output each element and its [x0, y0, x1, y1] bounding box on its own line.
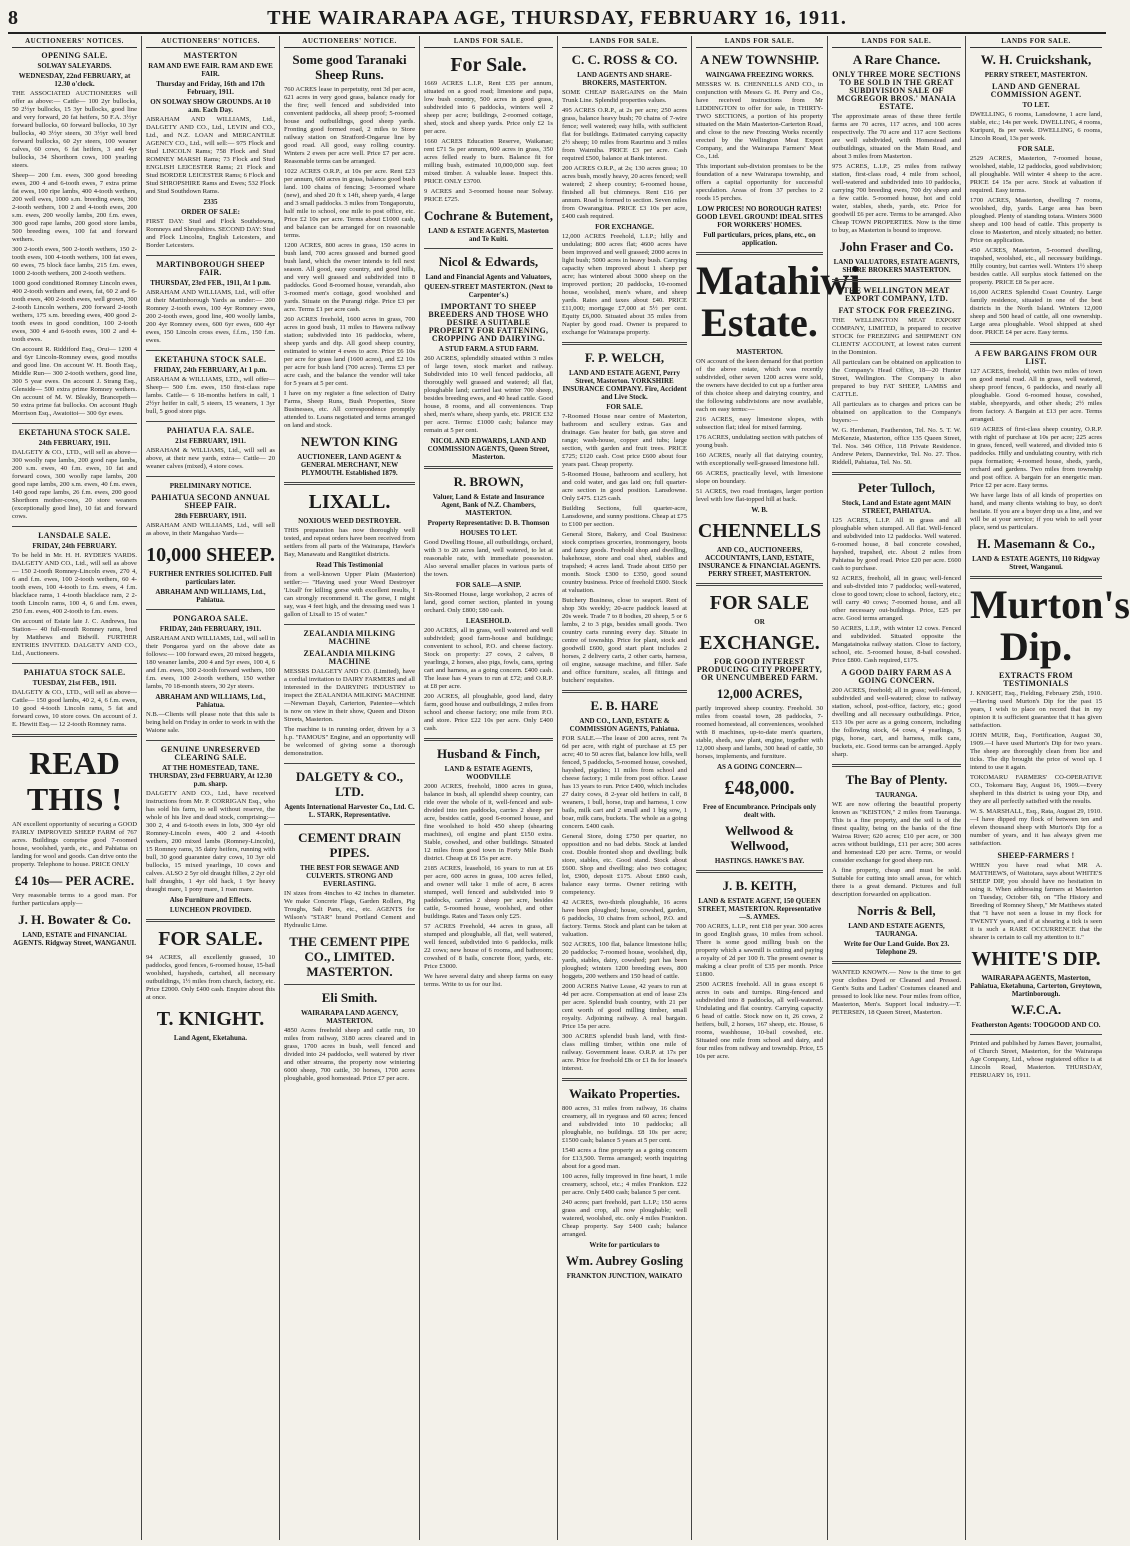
- subheading: NICOL AND EDWARDS, LAND AND COMMISSION AGENTS, Queen Street, Masterton.: [427, 437, 550, 461]
- ad-text: 2185 ACRES, leasehold, 16 years to run at £6 per acre, 600 acres in grass, 100 acres felled, and owner will take 1 mile of acre, 8 acres stumped, well fenced and subdivided into 9 paddocks, carries 2 sheep per acre, besides cattle, 5-roomed house, woolshed, and other buildings. Rates and Taxes only £25.: [424, 865, 553, 920]
- divider: [696, 870, 823, 873]
- column-heading: LANDS FOR SALE.: [832, 36, 961, 48]
- subheading: FOR SALE.: [1017, 145, 1055, 153]
- subheading: ABRAHAM AND WILLIAMS, Ltd., Pahiatua.: [155, 693, 266, 709]
- subheading: SOLWAY SALEYARDS.: [37, 62, 112, 70]
- ad-text: 760 ACRES lease in perpetuity, rent 3d per acre, 621 acres in very good grass, balance ready for the fire; well fenced and subdivided into convenient paddocks, all sheep proof; 5-roomed house and outbuildings, good sheep yards. Fronting good formed road, 2 miles to Store railway station on Stratford-Ongarue line by good road. All good, easy rolling country. Winters 2 ewes per acre well. Price £7 per acre. Reasonable terms can be arranged.: [284, 86, 415, 165]
- ad-text: All particulars as to charges and prices can be obtained on application to the Company's buyers:—: [832, 401, 961, 424]
- subheading: Full particulars, prices, plans, etc., on application.: [703, 231, 816, 247]
- advertiser-name: F. P. WELCH,: [584, 350, 665, 365]
- ad-text: 1669 ACRES L.I.P., Rent £35 per annum, situated on a good road; limestone and papa, low bush country, 500 acres in good grass, subdivided into 6 paddocks, winters well 2 sheep per acre; buildings, 2-roomed cottage, shed, stock and sheep yards. Price only £2 1s per acre.: [424, 80, 553, 135]
- display-heading: FOR SALE.: [158, 928, 263, 950]
- ad-text: THE WELLINGTON MEAT EXPORT COMPANY, LIMITED, is prepared to receive STOCK for FREEZING and SHIPMENT ON CLIENTS' ACCOUNT, at lowest rates current in the Dominion.: [832, 317, 961, 356]
- section-heading: MASTERTON: [183, 51, 238, 60]
- display-heading: T. KNIGHT.: [156, 1008, 265, 1030]
- subheading: AND CO., AUCTIONEERS, ACCOUNTANTS, LAND, ESTATE, INSURANCE & FINANCIAL AGENTS. PERRY STREET, MASTERTON.: [698, 546, 821, 578]
- subheading: FRIDAY, 24th FEBRUARY, 1911.: [159, 625, 262, 633]
- column-heading: AUCTIONEERS' NOTICE.: [284, 36, 415, 48]
- subheading: LAND AND ESTATE AGENT, Perry Street, Masterton. YORKSHIRE INSURANCE COMPANY. Fire, Accident and Live Stock.: [562, 369, 687, 401]
- ad-text: WHEN you have read what MR A. MATTHEWS, of Waitotara, says about WHITE'S SHEEP DIP, you should have no hesitation in using it. When addressing farmers at Masterton on Tuesday, October 6th, on "The History and Breeding of Romney Sheep," Mr Matthews stated that "I have not seen a louse in my flock for TWENTY years, and if at shearing a tick is seen it is such a RARE OCCURRENCE that the shearer is certain to call my attention to it.": [970, 862, 1102, 941]
- divider: [424, 738, 553, 741]
- subheading: TAURANGA.: [875, 791, 918, 799]
- subheading: Write for Our Land Guide. Box 23. Telephone 29.: [843, 940, 950, 956]
- ad-text: Building Sections, full quarter-acre, Lansdowne, and sunny positions. Cheap at £75 to £100 per section.: [562, 505, 687, 528]
- ad-text: TOKOMARU FARMERS' CO-OPERATIVE CO., Tokomaru Bay, August 16, 1909.—Every shepherd in this district is using your Dip, and they are all perfectly satisfied with the results.: [970, 774, 1102, 805]
- subheading: AND CO., LAND, ESTATE & COMMISSION AGENTS, Pahiatua.: [569, 717, 680, 733]
- advertiser-name: Nicol & Edwards,: [438, 254, 539, 269]
- section-heading: PAHIATUA SECOND ANNUAL SHEEP FAIR.: [151, 493, 270, 510]
- ad-text: 800 acres, 31 miles from railway, 16 chains creamery, all in ryegrass and 60 acres; fenced and subdivided into 10 paddocks; all ploughable, no buildings. £8 10s per acre; £1500 cash; balance 5 years at 5 per cent.: [562, 1105, 687, 1144]
- column-heading: LANDS FOR SALE.: [562, 36, 687, 48]
- ad-text: N.B.—Clients will please note that this sale is being held on Friday in order to work in with the Waione sale.: [146, 711, 275, 734]
- divider: [12, 734, 137, 737]
- ad-text: 975 ACRES, L.I.P., 25 miles from railway station, first-class road, 4 mile from school, well-watered and subdivided into 10 paddocks, carrying 700 breeding ewes, 700 dry sheep and a few cattle. 5-roomed house, hot and cold water, stables, sheds, yards, etc. Price for goodwill £6 per acre. Terms to be arranged. Also Cheap TOWN PROPERTIES. Now is the time to buy, as Masterton is bound to improve.: [832, 163, 961, 234]
- subheading: Valuer, Land & Estate and Insurance Agent, Bank of N.Z. Chambers, MASTERTON.: [432, 493, 545, 517]
- section-heading: SHEEP-FARMERS !: [997, 851, 1075, 860]
- advertiser-name: Peter Tulloch,: [857, 480, 936, 495]
- advertiser-name: A NEW TOWNSHIP.: [699, 52, 820, 67]
- subheading: FOR SALE—A SNIP.: [455, 581, 522, 589]
- advertiser-name: NEWTON KING: [301, 434, 398, 449]
- column-heading: AUCTIONEERS' NOTICES.: [12, 36, 137, 48]
- divider: [146, 740, 275, 741]
- section-heading: EKETAHUNA STOCK SALE.: [154, 355, 267, 364]
- ad-text: 2529 ACRES, Masterton, 7-roomed house, woolshed, stable, 12 paddocks, good subdivision; all ploughable. Will winter 4 sheep to the acre. PRICE £4 15s per acre. Stock at valuation if required. Easy terms.: [970, 155, 1102, 194]
- display-heading: WHITE'S DIP.: [971, 948, 1101, 970]
- subheading: NOXIOUS WEED DESTROYER.: [298, 517, 401, 525]
- divider: [146, 919, 275, 922]
- divider: [12, 526, 137, 527]
- ad-text: We have several dairy and sheep farms on easy terms. Write to us for our list.: [424, 973, 553, 988]
- ad-text: 57 ACRES Freehold, 44 acres in grass, all stumped and ploughable, all flat, well watered, well fenced, subdivided into 6 paddocks, milk 22 cows; new house of 6 rooms, and bathroom; cowshed of 8 bails, concrete floor, yards, etc. Price £3000.: [424, 923, 553, 970]
- ad-text: 2000 ACRES, freehold, 1800 acres in grass, balance in bush, all splendid sheep country, can ride over the whole of it, well-fenced and sub-divided into ten paddocks, carries 2 sheep per acre, besides cattle, good 6-roomed house, and fine woolshed to hold 450 sheep (shearing machines), oil engine and plant £150 extra. Stable, cowshed, and other buildings. Situated 12 miles from good town in Forty Mile Bush district. Cheap at £6 15s per acre.: [424, 783, 553, 862]
- advertiser-name: W.F.C.A.: [1010, 1002, 1062, 1017]
- advertiser-name: W. H. Cruickshank,: [980, 52, 1092, 67]
- subheading: FRIDAY, 24th FEBRUARY, At 1 p.m.: [153, 366, 268, 374]
- subheading: Also Furniture and Effects.: [169, 896, 252, 904]
- section-heading: LAND AND GENERAL COMMISSION AGENT.: [990, 82, 1082, 99]
- subheading: LAND & ESTATE AGENTS, Masterton and Te Kuiti.: [428, 227, 549, 243]
- ad-text: 100 acres, fully improved in fine heart, 1 mile creamery, school, etc.; 4 miles Frankton. £22 per acre. Only £400 cash; balance 5 per cent.: [562, 1173, 687, 1196]
- advertiser-name: Eli Smith.: [321, 990, 378, 1005]
- divider: [970, 576, 1102, 579]
- ad-text: ABRAHAM AND WILLIAMS, Ltd., DALGETY AND CO., Ltd., LEVIN and CO., Ltd., and N.Z. LOAN and MERCANTILE AGENCY CO., Ltd., will sell:— 975 Flock and Stud LINCOLN Rams; 758 Flock and Stud ROMNEY MARSH Rams; 73 Flock and Stud ENGLISH LEICESTER Rams; 21 Flock and Stud BORDER LEICESTER Rams; 6 Flock and Stud SHROPSHIRE Rams and Ewes; 532 Flock and Stud Southdown Rams.: [146, 116, 275, 195]
- ad-text: Butchery Business, close to seaport. Rent of shop 30s weekly; 20-acre paddock leased at 20s week. Trade 7 to 8 bodies, 20 sheep, 5 or 6 lambs, 2 to 3 pigs, besides small goods. Two country carts running every day. Situate in centre of township. Price for plant, stock and goodwill £600, good start plant includes 2 horses, 2 delivery carts, 2 other carts, harness, oil engine, sausage machine, and filler. Safe and office furniture, scales, all fittings and butchers' requisites.: [562, 597, 687, 684]
- subheading: FRANKTON JUNCTION, WAIKATO: [566, 1272, 683, 1280]
- ad-text: The machine is in running order, driven by a 3 h.p. "FAMOUS" Engine, and an opportunity will be welcomed of giving some a thorough demonstration.: [284, 726, 415, 757]
- subheading: 28th FEBRUARY, 1911.: [174, 512, 247, 520]
- subheading: HASTINGS. HAWKE'S BAY.: [714, 857, 805, 865]
- ad-text: 240 acres; part freehold, part L.I.P.; 150 acres grass and crop, all now ploughable; well watered, woolshed, etc. only 4 miles Frankton. Cheap property. Say £400 cash; balance arranged.: [562, 1199, 687, 1238]
- divider: [562, 690, 687, 693]
- subheading: Stock, Land and Estate agent MAIN STREET, PAHIATUA.: [842, 499, 951, 515]
- subheading: LEASEHOLD.: [465, 617, 512, 625]
- section-heading: PONGAROA SALE.: [172, 614, 249, 623]
- ad-text: 1022 ACRES O.R.P., at 10s per acre. Rent £23 per annum, 600 acres in grass, balance good bush land. 100 chains of fencing; 3-roomed whare (new), and shed 20 ft x 14ft, sheep yards, 4 large and 3 small paddocks. 3 miles from Tongaporutu, half mile to school, one mile to post office, etc. Price £2 10s per acre. Terms about £1000 cash, and balance can be arranged for on reasonable terms.: [284, 168, 415, 239]
- column-heading: LANDS FOR SALE.: [696, 36, 823, 48]
- ad-text: DALGETY & CO., LTD., will sell as above— 300 woolly rape lambs, 200 good rape lambs, 200 s.m. ewes, 40 f.m. ewes, 10 fat and forward cows, 300 woolly rape lambs, 200 good rape lambs, 200 s.m. ewes, 40 f.m. ewes, 140 good rape lambs, 26 f.m. ewes, 200 good Shorthorn mother-cows, 20 store weaners (exceptionally good line), 10 fat and forward cows.: [12, 449, 137, 520]
- masthead: [8, 4, 1106, 34]
- ad-text: DALGETY & CO., LTD., will sell as above— Cattle— 150 good lambs, 40 2, 4, 6 f.m. ewes, 10 good 4-tooth Lincoln rams, 5 fat and forward cows, 10 store cows. On account of J. E. Hewitt Esq.— 12 2-tooth Romney rams.: [12, 689, 137, 728]
- column-3: [280, 36, 420, 1540]
- display-heading: FOR SALE: [709, 592, 810, 614]
- ad-text: 94 ACRES, all excellently grassed, 10 paddocks, good fences, 6-roomed house, 15-bail woolshed, haysheds, cartshed, all necessary outbuildings, 1½ miles from church, factory, etc. Price £2000. Only £400 cash. Enquire about this at once.: [146, 954, 275, 1001]
- subheading: LAND & ESTATE AGENTS, 110 Ridgway Street, Wanganui.: [972, 555, 1100, 571]
- divider: [146, 350, 275, 351]
- ad-text: 2000 ACRES Native Lease, 42 years to run at 4d per acre. Compensation at end of lease 23s per acre. Splendid bush country, with 21 per cent worth of good milling timber, small royalty. Adjoining railway. A real bargain. Price 15s per acre.: [562, 983, 687, 1030]
- ad-text: 7-Roomed House near centre of Masterton, bathroom and scullery extras. Gas and drainage. Gas heater for bath, gas stove and range; wash-house, copper and tubs; large section, with garden and fruit trees. PRICE £725; £120 cash. Cost price £600 about four years past. Cheap property.: [562, 413, 687, 468]
- subheading: ON SOLWAY SHOW GROUNDS. At 10 a.m. Each Day.: [150, 98, 271, 114]
- subheading: Free of Encumbrance. Principals only dealt with.: [702, 803, 817, 819]
- subheading: Thursday and Friday, 16th and 17th February, 1911.: [156, 80, 265, 96]
- ad-text: 9 ACRES and 3-roomed house near Solway. PRICE £725.: [424, 188, 553, 203]
- divider: [832, 961, 961, 964]
- ad-text: 495 ACRES O.R.P., at 2s per acre; 250 acres grass, balance heavy bush; 70 chains of 7-wire fence; well watered; easy hills, with sufficient flat for buildings. Estimated carrying capacity 2½ sheep; 10 miles from Raurimu and 3 miles from Waimiha. PRICE £3 per acre. Cash required £500, balance at Bank interest.: [562, 107, 687, 162]
- ad-text: A fine property, cheap and must be sold. Suitable for cutting into small areas, for which there is a great demand. Pictures and full description forwarded on application.: [832, 867, 961, 898]
- ad-text: THIS preparation has now thoroughly well tested, and repeat orders have been received from settlers from all parts of the Wairarapa, Hawke's Bay, Manawatu and Rangitikei districts.: [284, 527, 415, 558]
- subheading: THURSDAY, 23rd FEB., 1911, At 1 p.m.: [150, 279, 271, 287]
- advertiser-name: 12,000 ACRES,: [716, 686, 803, 701]
- display-heading: CHENNELLS: [697, 520, 822, 542]
- advertiser-name: Norris & Bell,: [857, 903, 936, 918]
- ad-text: 5-Roomed House, bathroom and scullery, hot and cold water, and gas laid on; full quarter-acre section in good position. Lansdowne. Only £475. £125 cash.: [562, 471, 687, 502]
- divider: [12, 423, 137, 424]
- divider: [284, 624, 415, 625]
- ad-text: General Store, doing £750 per quarter, no opposition and no bad debts. Stock at landed cost. Double fronted shop and dwelling; bulk store, stables, etc. Good stand. Stock about £600. Shop and dwelling; also two cottages; lot, £900, deposit £175. About £860 cash, balance easy terms. Owner retiring with competency.: [562, 833, 687, 896]
- column-1: [8, 36, 142, 1540]
- section-heading: A FEW BARGAINS FROM OUR LIST.: [974, 349, 1098, 366]
- divider: [146, 476, 275, 477]
- divider: [12, 663, 137, 664]
- ad-text: 200 ACRES O.R.P., at 2s; 130 acres grass; 10 acres bush, mostly heavy, 20 acres fenced; well watered; 2 sheep country; 6-roomed house, finished all but chimneys. Rent £16 per annum. Road is formed to section. Seven miles from Owarangitua. PRICE £3 10s per acre, £400 cash required.: [562, 165, 687, 220]
- subheading: WAIRARAPA AGENTS, Masterton, Pahiatua, Eketahuna, Carterton, Greytown, Martinborough.: [970, 974, 1102, 998]
- advertiser-name: CEMENT DRAIN PIPES.: [298, 830, 401, 860]
- advertiser-name: A Rare Chance.: [852, 52, 941, 67]
- ad-text: 50 ACRES, L.I.P., with winter 12 cows. Fenced and subdivided. Situated opposite the Mangatainoka railway station. Close to factory, school, etc. 5-roomed house, 8-bail cowshed. Price £800. Cash required, £175.: [832, 625, 961, 664]
- subheading: 21st FEBRUARY, 1911.: [175, 437, 246, 445]
- ad-text: 1200 ACRES, 800 acres in grass, 150 acres in bush land, 700 acres grassed and burned good bush land, which the owner intends to fell next season. All good, easy country, and good hills, and very well grassed and subdivided into 8 paddocks. Good 8-roomed house, verandah, also 3-roomed men's cottage, good woolshed and yards. Situate on the Purangi ridge. Price £3 per acre. Terms £1 per acre cash.: [284, 242, 415, 313]
- ad-text: We have large lists of all kinds of properties on hand, and many clients wishing to buy, so don't hesitate. If you are a buyer drop us a line, and we will be at your service; if you wish to sell your place, send us particulars.: [970, 492, 1102, 531]
- page-number: 8: [8, 6, 18, 29]
- ad-text: ABRAHAM AND WILLIAMS, Ltd., will sell in their Pongaroa yard on the above date as follows:— 100 forward ewes, 20 mixed heggets, 180 weaner lambs, 200 4 and 5yr ewes, 100 4, 6 and f.m. ewes, 300 2-tooth forward wethers, 100 f.m. ewes, 100 2-tooth wethers, 150 wether lambs, 70 18-month steers, 30 2yr steers.: [146, 635, 276, 690]
- ad-text: 260 ACRES freehold, 1600 acres in grass, 700 acres in good bush, 11 miles to Hawera railway station; subdivided into 16 paddocks, where, sheep yards and dip. All good sheep country, estimated to winter 4 ewes to acre. Price £6 10s per acre for grass land (1600 acres), and £2 10s per acre for bush land (700 acres). Terms £3 per acre cash, and the balance the vendor will take for 5 years at 5 per cent.: [284, 316, 415, 387]
- ad-text: ABRAHAM & WILLIAMS, LTD., will offer— Sheep— 500 f.m. ewes, 150 first-class rape lambs. Cattle— 6 18-months heifers in calf, 1 2½yr heifer in calf, 5 steers, 15 weaners, 1 3yr bull, 5 good store pigs.: [146, 376, 275, 415]
- subheading: TUESDAY, 21st FEB., 1911.: [32, 679, 117, 687]
- subheading: 24th FEBRUARY, 1911.: [38, 439, 111, 447]
- subheading: MASTERTON.: [736, 348, 783, 356]
- subheading: QUEEN-STREET MASTERTON. (Next to Carpenter's.): [424, 283, 553, 299]
- divider: [146, 609, 275, 610]
- subheading: A STUD FARM. A STUD FARM.: [438, 345, 539, 353]
- subheading: LAND AGENTS AND SHARE-BROKERS, MASTERTON.: [577, 71, 672, 87]
- ad-text: 1660 ACRES Education Reserve, Waikanae; rent £71 5s per annum, 600 acres in grass, 350 acres felled ready to burn. Balance fit for milling bush, estimated 10,000,000 sup. feet mixed timber. A valuable lease. Inspect this. PRICE ONLY £3700.: [424, 138, 553, 185]
- advertiser-name: The Bay of Plenty.: [845, 772, 948, 787]
- advertiser-name: H. Masemann & Co.,: [977, 536, 1095, 551]
- ad-text: partly improved sheep country. Freehold. 30 miles from coastal town, 28 paddocks, 7-roomed homestead, all conveniences, woolshed with 8 machines, up-to-date men's quarters, stable, sheds, saw plant, engine, together with 12,000 sheep and lambs, 300 head of cattle, 30 horses, implements, and furniture.: [696, 705, 823, 760]
- ad-text: General Store, Bakery, and Coal Business: stock comprises groceries, ironmongery, boots and fancy goods. Freehold shop and dwelling, bakehouse, store and coal shed, stables and trapshed; 4 acres land. Trade about £850 per month. Stock £300 to £350, good sound country business. Price of freehold £600. Stock at valuation.: [562, 531, 687, 594]
- section-heading: OPENING SALE.: [41, 51, 108, 60]
- subheading: LAND & ESTATE AGENT, 150 QUEEN STREET, MASTERTON. Representative—S. AYMES.: [697, 897, 822, 921]
- divider: [696, 252, 823, 255]
- column-4: [420, 36, 558, 1540]
- advertiser-name: Waikato Properties.: [569, 1086, 680, 1101]
- ad-text: On account R. Riddiford Esq., Orui— 1200 4 and 6yr Lincoln-Romney ewes, good mouths and good line. On account W. H. Booth Esq., Middle Run— 300 2-tooth wethers, good line, 300 5 year ewes. On account J. Strang Esq., Glenside— 500 extra prime Romney wethers. On account of M. W. Bleakly, Brancepeth— 50 extra prime fat bullocks. On account Hugh Morrison Esq., Awatoitoi— 300 6yr ewes.: [12, 346, 137, 417]
- ad-text: 160 ACRES, nearly all flat dairying country, with exceptionally well-grassed limestone hill.: [696, 452, 823, 467]
- ad-text: FIRST DAY: Stud and Flock Southdowns, Romneys and Shropshires. SECOND DAY: Stud and Flock Lincolns, English Leicesters, and Border Leicesters.: [146, 218, 275, 249]
- ad-text: WANTED KNOWN.— Now is the time to get your clothes Dyed or Cleaned and Pressed. Gent's Suits and Ladies' Costumes cleaned and pressed to look like new. Four miles from office, Masterton, Men's. Support local industry.—T. PETERSEN, 18 Queen Street, Masterton.: [832, 969, 961, 1016]
- display-heading: Matahiwi Estate.: [696, 258, 861, 345]
- ad-text: All particulars can be obtained on application to the Company's Head Office, 18—20 Hunter Street, Wellington. The Company is also prepared to buy FAT SHEEP, LAMBS and CATTLE.: [832, 359, 961, 398]
- subheading: WAIRARAPA LAND AGENCY, MASTERTON.: [300, 1009, 399, 1025]
- divider: [146, 255, 275, 256]
- ad-text: JOHN MUIR, Esq., Fortification, August 30, 1909.—I have used Murton's Dip for two years. The sheep are thoroughly clean from lice and ticks. The dip brought the price of wool up. I intend to use it again.: [970, 732, 1102, 771]
- ad-text: I have on my register a fine selection of Dairy Farms, Sheep Runs, Bush Properties, Store Businesses, etc. All correspondence promptly attended to. Loans negotiated and terms arranged on land and stock.: [284, 390, 415, 429]
- subheading: LAND AND ESTATE AGENTS, TAURANGA.: [848, 922, 945, 938]
- subheading: LAND VALUATORS, ESTATE AGENTS, SHARE BROKERS MASTERTON.: [833, 258, 960, 274]
- subheading: FOR EXCHANGE.: [595, 223, 654, 231]
- section-heading: MARTINBOROUGH SHEEP FAIR.: [156, 260, 265, 277]
- ad-text: MESSRS W. B. CHENNELLS AND CO., in conjunction with Messrs G. H. Perry and Co., have received instructions from Mr LIDDINGTON to offer for sale, in THIRTY-TWO SECTIONS, a portion of his property situated on the Main Masterton-Carterton Road, and close to the new Freezing Works recently erected by the Wellington Meat Export Company, and the Wairarapa Farmers' Meat Co., Ltd.: [696, 81, 823, 160]
- section-heading: A GOOD DAIRY FARM AS A GOING CONCERN.: [841, 668, 952, 685]
- divider: [696, 583, 823, 586]
- ad-text: 66 ACRES, practically level, with limestone slope on boundary.: [696, 470, 823, 485]
- subheading: AUCTIONEER, LAND AGENT & GENERAL MERCHANT, NEW PLYMOUTH. Established 1879.: [297, 453, 402, 477]
- section-heading: THE WELLINGTON MEAT EXPORT COMPANY, LTD.: [843, 286, 950, 303]
- ad-text: 42 ACRES, two-thirds ploughable, 16 acres have been ploughed; house, cowshed, garden, 6 paddocks, 10 chains from school, P.O. and factory. Terms. Stock and plant can be taken at valuation.: [562, 899, 687, 938]
- subheading: PRELIMINARY NOTICE.: [169, 482, 252, 490]
- display-heading: READ THIS !: [26, 745, 123, 817]
- section-heading: EKETAHUNA STOCK SALE.: [18, 428, 131, 437]
- section-heading: ZEALANDIA MILKING MACHINE: [303, 649, 396, 666]
- subheading: Property Representative: D. B. Thomson: [427, 519, 550, 527]
- subheading: TO LET.: [1022, 101, 1050, 109]
- advertiser-name: Wm. Aubrey Gosling: [565, 1253, 684, 1268]
- ad-text: Six-Roomed House, large workshop, 2 acres of land, good corner section, planted in young orchard. Only £800; £80 cash.: [424, 591, 553, 614]
- ad-text: 450 ACRES, Masterton, 5-roomed dwelling, trapshed, woolshed, etc., all necessary buildings. Hilly country, but carries well. Winters 1½ sheep besides cattle. All surplus stock fattened on the property. PRICE £8 5s per acre.: [970, 247, 1102, 286]
- ad-text: 51 ACRES, two road frontages, larger portion level with low flat-topped hill at back.: [696, 488, 823, 503]
- ad-text: 125 ACRES, L.I.P. All in grass and all ploughable when stumped. All flat. Well-fenced and subdivided into 12 paddocks. Well watered. 6-roomed house, 8 bail concrete cowshed, hayshed, trapshed, etc. About 2 miles from Pahiatua by good road. Price £20 per acre. £600 cash to purchase.: [832, 517, 961, 572]
- subheading: LUNCHEON PROVIDED.: [169, 906, 252, 914]
- advertiser-name: £4 10s— PER ACRE.: [14, 873, 135, 888]
- ad-text: 12,000 ACRES Freehold, L.I.P.; hilly and undulating; 800 acres flat; 4600 acres have been improved and well grassed; 2000 acres in light bush; 5000 acres in heavy bush. Carrying capacity when improved about 1 sheep per acre; has wintered about 3000 sheep on the improved portion; 20 paddocks, 10-roomed house, woolshed, men's whare, and sheep yards. Rates and taxes about £40. PRICE £11,000; mortgage £7,000 at 5½ per cent. Equity £6,000. Situated about 35 miles from Napier by good road. Owner is prepared to exchange for Wairarapa property.: [562, 233, 687, 336]
- column-8: [966, 36, 1130, 1540]
- advertiser-name: C. C. ROSS & CO.: [571, 52, 678, 67]
- subheading: Write for particulars to: [589, 1241, 660, 1249]
- subheading: W. B.: [751, 506, 768, 514]
- section-heading: IMPORTANT TO SHEEP BREEDERS AND THOSE WHO DESIRE A SUITABLE PROPERTY FOR FATTENING, CROPPING AND DAIRYING.: [428, 302, 549, 343]
- display-heading: EXCHANGE.: [699, 632, 820, 654]
- ad-text: SOME CHEAP BARGAINS on the Main Trunk Line. Splendid properties values.: [562, 89, 687, 104]
- subheading: AT THE HOMESTEAD, TANE. THURSDAY, 23rd FEBRUARY, At 12.30 p.m. sharp.: [148, 764, 273, 788]
- ad-text: 216 ACRES, easy limestone slopes, with subsection flat; ideal for mixed farming.: [696, 416, 823, 431]
- advertiser-name: Some good Taranaki Sheep Runs.: [292, 52, 407, 82]
- ad-text: 502 ACRES, 100 flat, balance limestone hills; 20 paddocks; 7-roomed house, woolshed, dip, yards, stables, dairy, cowshed; part has been ploughed; winters 1200 breeding ewes, 800 hoggets, 200 wethers and 150 head of cattle.: [562, 941, 687, 980]
- subheading: FURTHER ENTRIES SOLICITED. Full particulars later.: [149, 570, 272, 586]
- divider: [970, 1034, 1102, 1035]
- subheading: Agents International Harvester Co., Ltd. C. L. STARK, Representative.: [284, 803, 415, 819]
- divider: [562, 342, 687, 345]
- ad-text: 1000 good conditioned Romney Lincoln ewes, 400 2-tooth wethers and ewes, fat, 60 2 and 6-tooth ewes, 400 2-tooth ewes, well grown, 300 2-tooth Lincoln wethers, 200 forward 2-tooth wethers, 175 s.m. breeding ewes, 400 good 2-tooth ewes in good condition, 100 2-tooth ewes, 300 4 and 6-tooth ewes, 100 2 and 4-tooth ewes.: [12, 280, 137, 343]
- ad-text: ON account of the keen demand for that portion of the above estate, which was recently subdivided, other seven 1200 acres were sold, the owners have decided to cut up a further area of this choice sheep and dairying country, and the following subdivisions are now available, each on easy terms:—: [696, 358, 823, 413]
- column-2: [142, 36, 280, 1540]
- subheading: AS A GOING CONCERN—: [717, 763, 802, 771]
- divider: [284, 984, 415, 985]
- ad-text: IN sizes from 4inches to 42 inches in diameter. We make Concrete Flags, Garden Rollers, Pig Troughs, Salt Pans, etc., etc. AGENTS for Wilson's "STAR" brand Portland Cement and Hydraulic Lime.: [284, 890, 415, 929]
- ad-text: Very reasonable terms to a good man. For further particulars apply—: [12, 892, 137, 907]
- ad-text: MESSRS DALGETY AND CO. (Limited), have a cordial invitation to DAIRY FARMERS and all interested in the DAIRYING INDUSTRY to inspect the ZEALANDIA MILKING MACHINE—Newman Dayah, Carterton, Patentee—which is now on view in their show, Queen and Dixon Streets, Masterton.: [284, 668, 415, 723]
- ad-text: This important sub-division promises to be the foundation of a new Wairarapa township, and offers a capital opportunity for successful speculation. Areas of from 37 perches to 2 roods 15 perches.: [696, 163, 823, 202]
- display-heading: For Sale.: [450, 54, 527, 76]
- divider: [832, 279, 961, 282]
- subheading: Land Agent, Eketahuna.: [173, 1034, 248, 1042]
- column-5: [558, 36, 692, 1540]
- display-heading: 10,000 SHEEP.: [146, 544, 275, 566]
- subheading: LOW PRICES! NO BOROUGH RATES! GOOD LEVEL GROUND! IDEAL SITES FOR WORKERS' HOMES.: [696, 205, 823, 229]
- column-heading: LANDS FOR SALE.: [424, 36, 553, 48]
- column-7: [828, 36, 966, 1540]
- ad-text: FOR SALE.—The lease of 200 acres, rent 7s 6d per acre, with right of purchase at £5 per acre; 40 to 50 acres flat, balance low hills, well fenced, 5 paddocks, 5-roomed house, cowshed, hayshed, pigsties; 11 miles from school and cheese factory; 1 mile from post office. Lease has 13 years to run. Price £400, which includes 27 dairy cows, 8 2-year old heifers in calf, 8 weaners, 1 bull, horse, trap and harness, 1 cow bails, milk cart and 2 small and 1 big sow, 1 boar, milk cans, buckets. The whole as a going concern. £400 cash.: [562, 735, 687, 830]
- display-heading: £48,000.: [724, 777, 795, 799]
- ad-text: Good Dwelling House, all outbuildings, orchard, with 3 to 20 acres land, well watered, to let at reasonable rate, with immediate possession. Also several smaller places in various parts of the town.: [424, 539, 553, 578]
- subheading: ABRAHAM AND WILLIAMS, Ltd., Pahiatua.: [155, 588, 266, 604]
- subheading: THE BEST FOR SEWAGE AND CULVERTS. STRONG AND EVERLASTING.: [299, 864, 400, 888]
- ad-text: ABRAHAM AND WILLIAMS, Ltd., will offer at their Martinborough Yards as under:— 200 Romney 2-tooth ewes, 100 4yr Romney ewes, 200 2-tooth ewes, good line, 400 woolly lambs, 200 4yr Romney ewes, 600 6yr ewes, 600 4yr ewes, 150 Lincoln cross ewes, f.f.m., 150 f.m. ewes.: [146, 289, 275, 344]
- section-heading: ONLY THREE MORE SECTIONS TO BE SOLD IN THE GREAT SUBDIVISION SALE OF MCGREGOR BROS.' MANAIA ESTATE.: [832, 70, 961, 111]
- advertiser-name: Husband & Finch,: [437, 746, 540, 761]
- ad-text: W. S. MARSHALL, Esq., Rata, August 29, 1910.—I have dipped my flock of between ten and eleven thousand sheep with Murton's Dip for a number of years, and it has always given me satisfaction.: [970, 808, 1102, 847]
- ad-text: 619 ACRES of first-class sheep country, O.R.P. with right of purchase at 10s per acre; 225 acres in grass, fenced, well watered, and divided into 6 paddocks. Hilly and undulating country, with rich papa formation; 4-roomed house, sheds, yards, orchard and gardens. Two miles from township and post office. A bargain for an energetic man. Price £2 per acre. Easy terms.: [970, 426, 1102, 489]
- ad-text: ABRAHAM AND WILLIAMS, Ltd., will sell as above, in their Mangahao Yards—: [146, 522, 275, 537]
- ad-text: 700 ACRES, L.I.P., rent £18 per year. 300 acres in good English grass, 10 miles from school. There is some good milling bush on the property which a sawmill is cutting and paying a royalty of 2d per 100 ft. The present owner is making a clear profit of £35 per month. Price £1800.: [696, 923, 823, 978]
- divider: [284, 763, 415, 764]
- subheading: LAND, ESTATE and FINANCIAL AGENTS. Ridgway Street, WANGANUI.: [12, 931, 137, 947]
- subheading: RAM AND EWE FAIR. RAM AND EWE FAIR.: [148, 62, 273, 78]
- ad-text: 176 ACRES, undulating section with patches of young bush.: [696, 434, 823, 449]
- subheading: 2335: [203, 198, 218, 206]
- ad-text: 1540 acres a fine property as a going concern for £13,500. Terms arranged; worth inquiring about for a good man.: [562, 1147, 687, 1170]
- ad-text: 300 ACRES splendid bush land, with first-class milling timber, within one mile of railway. Government lease. O.R.P. at 17s per acre. Price for freehold £8s or £1 8s for lessee's interest.: [562, 1033, 687, 1072]
- ad-text: 200 ACRES, all ploughable, good land, dairy farm, good house and outbuildings, 2 miles from school and cheese factory; one mile from P.O. and store. Price £22 10s per acre. Only £400 cash.: [424, 693, 553, 732]
- section-heading: LANSDALE SALE.: [38, 531, 111, 540]
- ad-text: On account of Estate late J. C. Andrews, Iua Station— 40 full-mouth Romney rams, bred by Matthews and Bidwill. FURTHER ENTRIES INVITED. DALGETY AND CO., Ltd., Auctioneers.: [12, 618, 137, 657]
- ad-text: ABRAHAM & WILLIAMS, Ltd., will sell as above, at their new yards, extra— Cattle— 20 weaner calves (mixed), 4 store cows.: [146, 447, 275, 470]
- ad-text: The approximate areas of these three fertile farms are 70 acres, 117 acres, and 100 acres respectively. The 70 acre and 117 acre Sections are well subdivided, with Homestead and outbuildings, situated on the Main Road, and about 3 miles from Masterton.: [832, 113, 961, 160]
- newspaper-title: THE WAIRARAPA AGE, THURSDAY, FEBRUARY 16, 1911.: [267, 6, 847, 29]
- display-heading: LIXALL.: [308, 491, 391, 513]
- column-heading: LANDS FOR SALE.: [970, 36, 1102, 48]
- advertiser-name: John Fraser and Co.: [839, 239, 954, 254]
- divider: [284, 824, 415, 825]
- section-heading: ZEALANDIA MILKING MACHINE: [303, 629, 396, 646]
- ad-text: 200 ACRES, all in grass, well watered and well subdivided; good farm-house and buildings; convenient to school, P.O. and cheese factory. Stock on property: 27 cows, 2 calves, 8 yearlings, 2 horses, also pigs, fowls, cans, spring cart and harness, as a going concern. £400 cash. The lease has 4 years to run at £72; and O.R.P. at £8 per acre.: [424, 627, 553, 690]
- divider: [562, 1078, 687, 1081]
- ad-text: from a well-known Upper Plain (Masterton) settler:— "Having used your Weed Destroyer 'Lixall' for killing gorse with excellent results, I can strongly recommend it. The gorse, I might say, was 4 feet high, and the dressing used was 1 gallon of Lixall to 15 of water.": [284, 571, 415, 618]
- section-heading: FAT STOCK FOR FREEZING.: [838, 306, 955, 315]
- display-heading: Murton's Dip.: [970, 582, 1130, 669]
- subheading: WEDNESDAY, 22nd FEBRUARY, at 12.30 o'clock.: [18, 72, 131, 88]
- ad-text: 200 ACRES, freehold; all in grass; well-fenced, subdivided and well-watered; close to railway station, school, post-office, factory, etc.; good dwelling and all necessary outbuildings. Price, £13 10s per acre as a going concern, including the following stock, 64 cows, 4 yearlings, 5 pigs, horse, cart, and harness, milk cans, buckets, etc. Good terms can be arranged. Apply sharp.: [832, 687, 961, 758]
- ad-text: 260 ACRES, splendidly situated within 3 miles of large town, stock market and railway. Subdivided into 10 well fenced paddocks, all thoroughly well grassed and watered; all flat, ploughable land; carried last winter 700 sheep, besides breeding ewes, and 40 head cattle. Good house, 8 rooms, and all conveniences. Trap shed, men's whare, sheep yards, etc. PRICE £32 per acre. Terms: £1000 cash; balance may remain at 5 per cent.: [424, 355, 553, 434]
- subheading: WAINGAWA FREEZING WORKS.: [705, 71, 814, 79]
- section-heading: GENUINE UNRESERVED CLEARING SALE.: [160, 745, 261, 762]
- subheading: PERRY STREET, MASTERTON.: [984, 71, 1088, 79]
- subheading: LAND & ESTATE AGENTS, WOODVILLE: [444, 765, 533, 781]
- divider: [424, 466, 553, 469]
- ad-text: 1700 ACRES, Masterton, dwelling 7 rooms, woolshed, dip, yards. Large area has been ploughed. Plenty of standing totara. Winters 3600 sheep and 100 head of cattle. This property is close to Masterton, and nicely situated; no better. Price on application.: [970, 197, 1102, 244]
- advertiser-name: DALGETY & CO., LTD.: [295, 769, 404, 799]
- ad-text: 127 ACRES, freehold, within two miles of town on good metal road. All in grass, well watered, sheep proof fences, 6 paddocks, and nearly all ploughable. Good 6-roomed house, cowshed, stable, sheepyards, and other sheds; 2½ miles from factory. A Bargain at £13 per acre. Terms arranged.: [970, 368, 1102, 423]
- section-heading: PAHIATUA STOCK SALE.: [23, 668, 126, 677]
- divider: [832, 472, 961, 475]
- ad-text: W. G. Herdsman, Featherston, Tel. No. 5. T. W. McKenzie, Masterton, office 135 Queen Street, Tel. Nos. 346 Office, 118 Private Residence. Andrew Peters, Dannevirke, Tel. No. 27. Thos. Riddell, Pahiatua, Tel. No. 50.: [832, 427, 961, 466]
- ad-text: DALGETY AND CO., Ltd., have received instructions from Mr. P. CORRIGAN Esq., who has sold his farm, to sell without reserve, the whole of his live and dead stock, comprising:— 300 2, 4 and 6-tooth ewes in lots, 300 4yr old Romney-Lincoln ewes, 400 2 and 4-tooth wethers, 200 mixed lambs (Romney-Lincoln), 15 Romney rams, 35 dairy heifers, running with bull, 30 good guarantee dairy cows, 10 3yr old bullocks, 15 mixed yearlings, 10 cows and calves. ALSO 2 5yr old draught fillies, 2 2yr old half draughts, 1 4yr old hack, 1 9yr heavy draught mare, 1 pony mare, 1 roan mare.: [146, 790, 275, 893]
- ad-text: 92 ACRES, freehold, all in grass; well-fenced and sub-divided into 7 paddocks; well-watered, close to good town; close to school, factory, etc.; will carry 40 cows; 7-roomed house, and all other necessary out-buildings. Price, £25 per acre. Good terms arranged.: [832, 575, 961, 622]
- ad-text: THE ASSOCIATED AUCTIONEERS will offer as above:— Cattle— 100 2yr bullocks, 50 2½yr bullocks, 15 3yr bullocks, good line and very forward, 20 fat heifers, 50 F.A. 3½yr forward bullocks, 60 forward bullocks, 10 3yr bullocks, 40 3½yr steers, 30 3½yr well bred forward bullocks, 60 2yr steers, 100 weaner calves, 60 cows, 6 fat heifers, 3 and 4yr bullocks, 34 Shorthorn cows, 100 yearling steers.: [12, 90, 137, 169]
- divider: [970, 342, 1102, 345]
- subheading: HOUSES TO LET.: [460, 529, 517, 537]
- subheading: Featherston Agents: TOOGOOD AND CO.: [971, 1021, 1101, 1029]
- subheading: ORDER OF SALE:: [181, 208, 240, 216]
- advertiser-name: R. BROWN,: [453, 474, 524, 489]
- subheading: FOR SALE.: [606, 403, 643, 411]
- column-heading: AUCTIONEERS' NOTICES.: [146, 36, 275, 48]
- ad-text: J. KNIGHT, Esq., Fielding, February 25th, 1910.—Having used Murton's Dip for the past 15 years, I wish to place on record that in my opinion it is sufficient guarantee that it has given satisfaction.: [970, 690, 1102, 729]
- ad-text: To be held in Mr. H. H. RYDER'S YARDS. DALGETY AND CO., Ltd., will sell as above— 150 2-tooth Romney-Lincoln ewes, 270 4, 6 and f.m. ewes, 100 2-tooth wethers, 60 4-tooth ewes, 100 4-tooth to f.m. ewes, 4 f.m. blackface rams, 1 4-tooth blackface ram, 2 2-tooth Lincoln rams, 100 4, 6 and f.m. ewes, 250 f.m. ewes, 400 2-tooth to f.m. ewes.: [12, 552, 137, 615]
- ad-text: Printed and published by James Baver, journalist, of Church Street, Masterton, for the Wairarapa Age Company, Ltd., whose registered office is at Lincoln Road, Masterton. THURSDAY, FEBRUARY 16, 1911.: [970, 1040, 1102, 1079]
- divider: [424, 248, 553, 249]
- ad-text: Sheep— 200 f.m. ewes, 300 good breeding ewes, 200 4 and 6-tooth ewes, 7 extra prime fat ewes, 100 ripe lambs, 400 4-tooth wethers, 200 well ewes, 1000 s.m. breeding ewes, 300 2-tooth wethers, 100 2 and 4-tooth ewes, 200 s.m. ewes, 200 woolly lambs, 200 f.m. ewes, 300 good rape lambs, 200 good store lambs, 500 breeding ewes, 100 fat and forward wethers.: [12, 172, 137, 243]
- ad-text: DWELLING, 6 rooms, Lansdowne, 1 acre land, stable, etc.; 14s per week. DWELLING, 4 rooms, Kuripuni, 8s per week. DWELLING, 6 rooms, Lincoln Road, 13s per week.: [970, 111, 1102, 142]
- divider: [146, 421, 275, 422]
- subheading: OR: [754, 618, 765, 626]
- ad-text: 2500 ACRES freehold. All in grass except 6 acres in oats and turnips. Ring-fenced and subdivided into 8 paddocks, all well-watered. Undulating and flat country. Carrying capacity 6 head of cattle. Stock now on it, 26 cows, 2 heifers, bull, 2 horses, 167 sheep, etc. House, 6 rooms, washhouse, 10-bail cowshed, etc. Situated one mile from school and dairy, and four miles from railway and township. Price, £5 10s per acre.: [696, 981, 823, 1060]
- ad-text: AN excellent opportunity of securing a GOOD FAIRLY IMPROVED SHEEP FARM of 767 acres. Buildings comprise good 7-roomed house, woolshed, yards, etc., and Pahiatua on landing for wool and goods. Can drive onto the property. Telephone to house. PRICE ONLY: [12, 821, 137, 868]
- ad-text: 300 2-tooth ewes, 500 2-tooth wethers, 150 2-tooth ewes, 100 4-tooth wethers, 100 fat ewes, 60 ewes, 75 block face lambs, 215 f.m. ewes, 1000 2-tooth wethers, 200 2-tooth wethers.: [12, 246, 137, 277]
- advertiser-name: J. B. KEITH,: [722, 878, 797, 893]
- advertiser-name: Wellwood & Wellwood,: [725, 823, 794, 853]
- ad-text: WE are now offering the beautiful property known as "KEISTON," 2 miles from Tauranga. This is a fine property, and the soil is of the finest quality, being on the banks of the fine Wairoa River; 620 acres; £10 per acre, or 300 acres without buildings, £11 per acre; 300 acres and homestead £20 per acre. Terms, or would consider exchange for good sheep run.: [832, 801, 961, 864]
- advertiser-name: THE CEMENT PIPE CO., LIMITED. MASTERTON.: [289, 934, 410, 979]
- advertiser-name: E. B. HARE: [590, 698, 659, 713]
- advertiser-name: Cochrane & Butement,: [424, 208, 553, 223]
- divider: [832, 764, 961, 767]
- section-heading: PAHIATUA F.A. SALE.: [166, 426, 255, 435]
- subheading: FRIDAY, 24th FEBRUARY.: [32, 542, 117, 550]
- column-6: [692, 36, 861, 1540]
- section-heading: FOR GOOD INTEREST PRODUCING CITY PROPERTY, OR UNENCUMBERED FARM.: [696, 657, 823, 682]
- subheading: Read This Testimonial: [316, 561, 383, 569]
- ad-text: 16,000 ACRES Splendid Coast Country. Large family residence, situated in one of the best districts in the North Island. Winters 12,000 sheep and 500 head of cattle, all one ownership. Large area ploughable. Wool shipped at shed door. PRICE £4 per acre. Easy terms.: [970, 289, 1102, 336]
- columns-container: [8, 36, 1130, 1540]
- ad-text: 4850 Acres freehold sheep and cattle run, 10 miles from railway, 3180 acres cleared and in grass, 1700 acres in bush, well fenced and divided into 24 paddocks, well watered by river and other streams, the property now wintering 6000 sheep, 700 cattle, 30 horses, 1700 acres ploughable, good homestead. Price £7 per acre.: [284, 1027, 415, 1082]
- advertiser-name: J. H. Bowater & Co.: [18, 912, 131, 927]
- divider: [284, 482, 415, 485]
- section-heading: EXTRACTS FROM TESTIMONIALS: [999, 671, 1073, 688]
- subheading: Land and Financial Agents and Valuators,: [425, 273, 552, 281]
